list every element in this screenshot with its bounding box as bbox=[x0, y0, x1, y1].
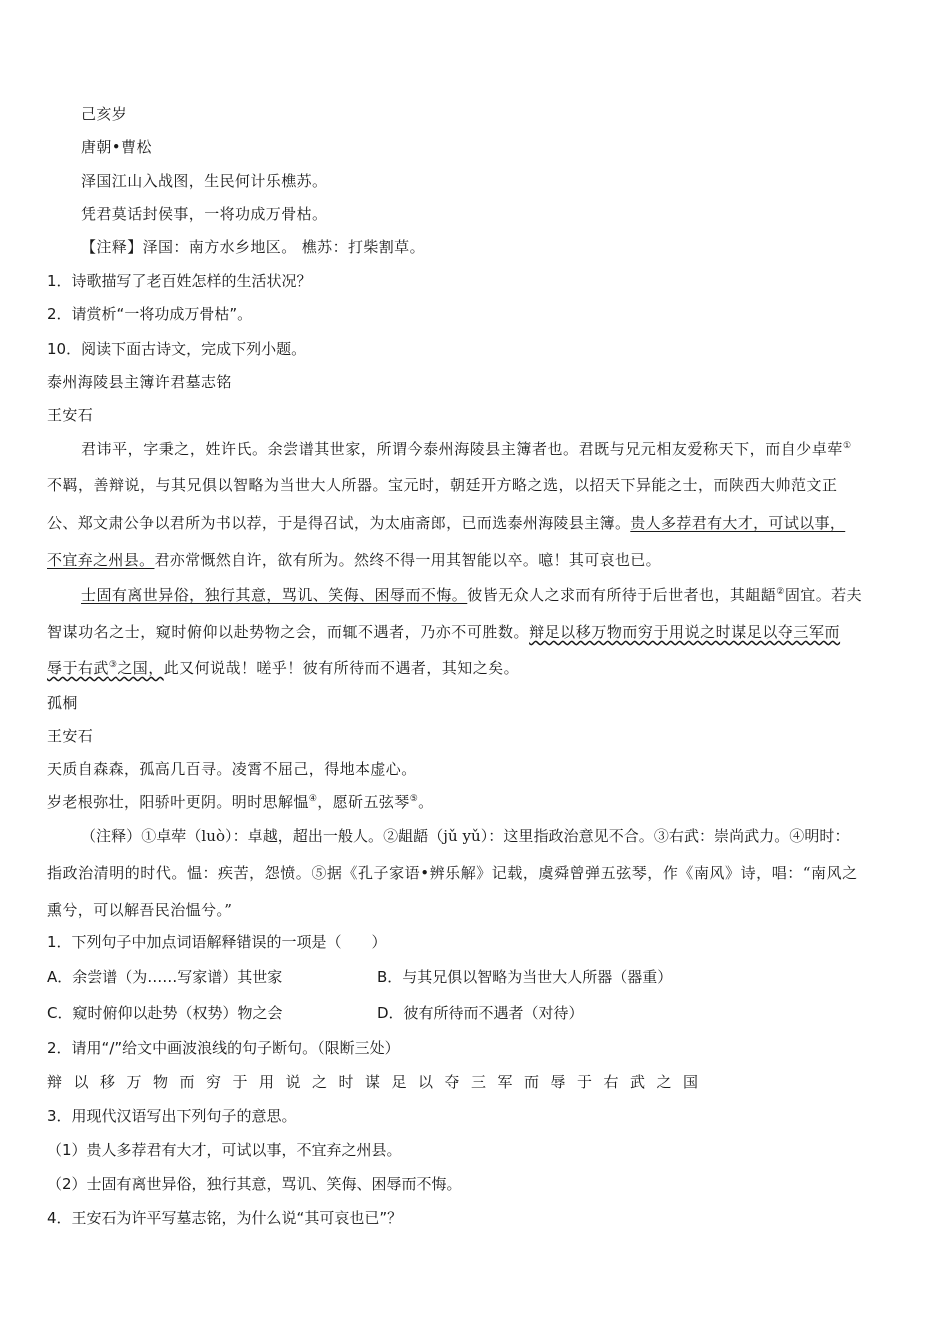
segmentation-sentence: 辩以移万物而穷于用说之时谋足以夺三军而辱于右武之国 bbox=[47, 1073, 710, 1091]
paragraph-line: 不宜弃之州县。君亦常慨然自许，欲有所为。然终不得一用其智能以卒。噫！其可哀也已。 bbox=[47, 551, 662, 569]
poem-title: 己亥岁 bbox=[81, 105, 128, 123]
note-line: 指政治清明的时代。愠：疾苦，怨愤。⑤据《孔子家语•辨乐解》记载，虞舜曾弹五弦琴，作《南风》诗，唱：“南风之 bbox=[47, 864, 858, 882]
poem-author: 唐朝•曹松 bbox=[81, 138, 152, 156]
paragraph-line: 君讳平，字秉之，姓许氏。余尝谱其世家，所谓今泰州海陵县主簿者也。君既与兄元相友爱称天下，而自少卓荦① bbox=[81, 440, 852, 458]
paragraph-line: 公、郑文肃公争以君所为书以荐，于是得召试，为太庙斋郎，已而选泰州海陵县主簿。贵人多荐君有大才，可试以事， bbox=[47, 514, 846, 532]
underlined-sentence: 不宜弃之州县。 bbox=[47, 551, 155, 569]
option-c: C．窥时俯仰以赴势（权势）物之会 bbox=[47, 1004, 283, 1022]
section-heading: 10．阅读下面古诗文，完成下列小题。 bbox=[47, 340, 307, 358]
question: 1．诗歌描写了老百姓怎样的生活状况？ bbox=[47, 272, 312, 290]
underlined-sentence: 士固有离世异俗，独行其意，骂讥、笑侮、困辱而不悔。 bbox=[81, 586, 468, 604]
text-title: 孤桐 bbox=[47, 694, 78, 712]
question: 3．用现代汉语写出下列句子的意思。 bbox=[47, 1107, 297, 1125]
underlined-sentence: 贵人多荐君有大才，可试以事， bbox=[630, 514, 846, 532]
sub-question: （2）士固有离世异俗，独行其意，骂讥、笑侮、困辱而不悔。 bbox=[47, 1175, 462, 1193]
text-author: 王安石 bbox=[47, 406, 94, 424]
option-a: A．余尝谱（为……写家谱）其世家 bbox=[47, 968, 283, 986]
paragraph-line: 士固有离世异俗，独行其意，骂讥、笑侮、困辱而不悔。彼皆无众人之求而有所待于后世者也，其龃龉②固宜。若夫 bbox=[81, 586, 863, 604]
option-b: B．与其兄俱以智略为当世大人所器（器重） bbox=[377, 968, 673, 986]
poem-note: 【注释】泽国：南方水乡地区。 樵苏：打柴割草。 bbox=[81, 238, 425, 256]
poem-line: 天质自森森，孤高几百寻。凌霄不屈己，得地本虚心。 bbox=[47, 760, 417, 778]
poem-line: 凭君莫话封侯事，一将功成万骨枯。 bbox=[81, 205, 328, 223]
paragraph-line: 智谋功名之士，窥时俯仰以赴势物之会，而辄不遇者，乃亦不可胜数。辩足以移万物而穷于用说之时谋足以夺三军而 bbox=[47, 623, 841, 641]
sub-question: （1）贵人多荐君有大才，可试以事，不宜弃之州县。 bbox=[47, 1141, 402, 1159]
paragraph-line: 不羁，善辩说，与其兄俱以智略为当世大人所器。宝元时，朝廷开方略之选，以招天下异能之士，而陕西大帅范文正 bbox=[47, 476, 838, 494]
wavy-sentence: 辩足以移万物而穷于用说之时谋足以夺三军而 bbox=[529, 623, 841, 641]
question: 2．请赏析“一将功成万骨枯”。 bbox=[47, 305, 253, 323]
note-line: 熏兮，可以解吾民治愠兮。” bbox=[47, 901, 233, 919]
poem-line: 岁老根弥壮，阳骄叶更阴。明时思解愠④，愿斫五弦琴⑤。 bbox=[47, 793, 434, 811]
question: 2．请用“/”给文中画波浪线的句子断句。（限断三处） bbox=[47, 1039, 400, 1057]
question: 4．王安石为许平写墓志铭，为什么说“其可哀也已”？ bbox=[47, 1209, 403, 1227]
question: 1．下列句子中加点词语解释错误的一项是（ ） bbox=[47, 933, 387, 951]
option-d: D．彼有所待而不遇者（对待） bbox=[377, 1004, 584, 1022]
wavy-sentence: 辱于右武③之国， bbox=[47, 659, 164, 677]
text-author: 王安石 bbox=[47, 727, 94, 745]
text-title: 泰州海陵县主簿许君墓志铭 bbox=[47, 373, 232, 391]
poem-line: 泽国江山入战图，生民何计乐樵苏。 bbox=[81, 172, 328, 190]
note-line: （注释）①卓荦（luò）：卓越，超出一般人。②龃龉（jǔ yǔ）：这里指政治意见不合。③右武：崇尚武力。④明时： bbox=[81, 827, 850, 845]
paragraph-line: 辱于右武③之国，此又何说哉！嗟乎！彼有所待而不遇者，其知之矣。 bbox=[47, 659, 520, 677]
